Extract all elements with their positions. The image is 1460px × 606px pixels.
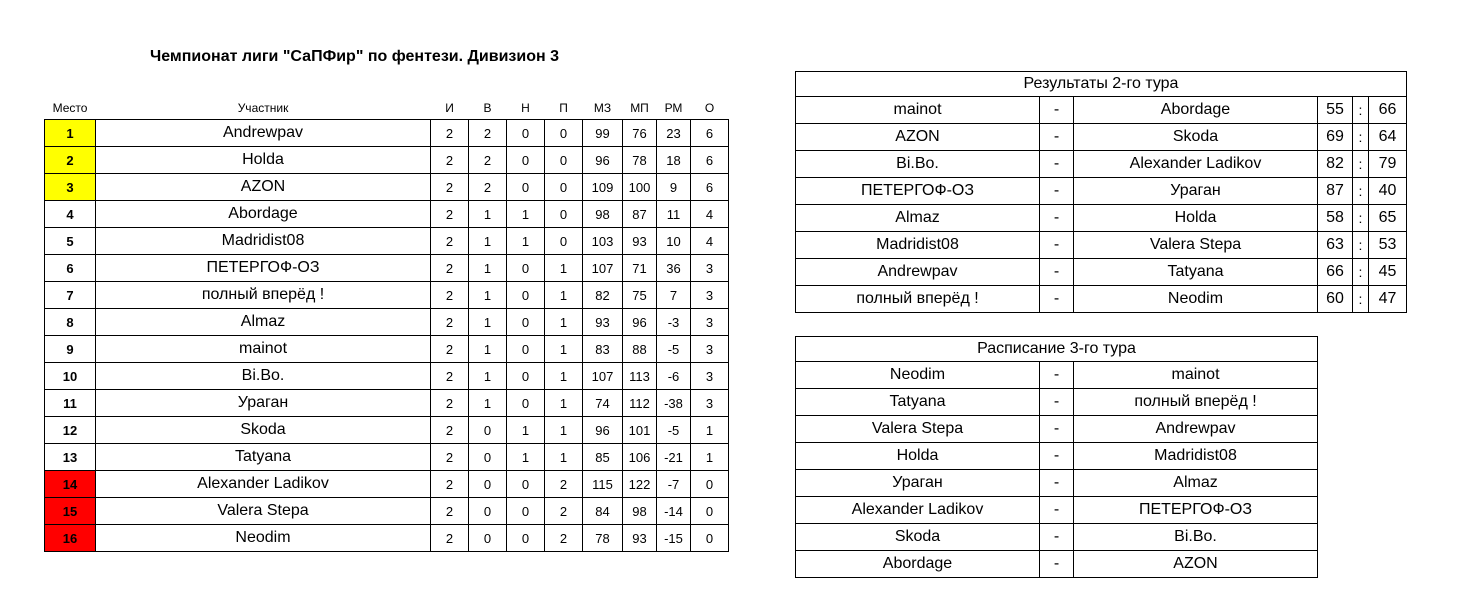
cell-points: 3 <box>691 363 729 390</box>
cell-goals-against: 75 <box>623 282 657 309</box>
cell-games: 2 <box>431 498 469 525</box>
cell-points: 6 <box>691 120 729 147</box>
table-row <box>45 228 729 255</box>
schedule-row <box>796 470 1318 497</box>
cell-games: 2 <box>431 228 469 255</box>
cell-participant: Neodim <box>96 525 431 552</box>
cell-goal-diff: -14 <box>657 498 691 525</box>
cell-wins: 0 <box>469 417 507 444</box>
cell-goal-diff: -5 <box>657 336 691 363</box>
cell-goals-against: 71 <box>623 255 657 282</box>
score-colon: : <box>1353 178 1369 205</box>
cell-place: 15 <box>45 498 96 525</box>
cell-wins: 1 <box>469 363 507 390</box>
cell-goal-diff: 18 <box>657 147 691 174</box>
cell-place: 4 <box>45 201 96 228</box>
table-row <box>45 498 729 525</box>
cell-goals-for: 78 <box>583 525 623 552</box>
schedule-table <box>795 336 1318 578</box>
result-row <box>796 124 1407 151</box>
cell-goals-for: 74 <box>583 390 623 417</box>
dash: - <box>1040 232 1074 259</box>
cell-goals-against: 88 <box>623 336 657 363</box>
cell-draws: 0 <box>507 147 545 174</box>
dash: - <box>1040 124 1074 151</box>
cell-losses: 0 <box>545 228 583 255</box>
cell-place: 10 <box>45 363 96 390</box>
dash: - <box>1040 259 1074 286</box>
cell-points: 0 <box>691 471 729 498</box>
cell-points: 3 <box>691 309 729 336</box>
cell-goal-diff: -15 <box>657 525 691 552</box>
cell-place: 14 <box>45 471 96 498</box>
cell-draws: 0 <box>507 390 545 417</box>
cell-goal-diff: 11 <box>657 201 691 228</box>
cell-draws: 1 <box>507 201 545 228</box>
cell-goals-against: 106 <box>623 444 657 471</box>
cell-goal-diff: -7 <box>657 471 691 498</box>
cell-losses: 1 <box>545 309 583 336</box>
cell-goals-against: 122 <box>623 471 657 498</box>
cell-points: 4 <box>691 228 729 255</box>
header-place: Место <box>52 101 88 115</box>
table-row <box>45 255 729 282</box>
cell-goals-against: 93 <box>623 228 657 255</box>
away-score: 45 <box>1369 259 1407 286</box>
score-colon: : <box>1353 232 1369 259</box>
home-team: Madridist08 <box>796 232 1040 259</box>
cell-goals-against: 100 <box>623 174 657 201</box>
table-row <box>45 471 729 498</box>
table-row <box>45 147 729 174</box>
cell-goals-for: 99 <box>583 120 623 147</box>
home-team: Skoda <box>796 524 1040 551</box>
cell-goals-against: 113 <box>623 363 657 390</box>
dash: - <box>1040 205 1074 232</box>
table-row <box>45 201 729 228</box>
dash: - <box>1040 470 1074 497</box>
away-score: 47 <box>1369 286 1407 313</box>
cell-games: 2 <box>431 309 469 336</box>
cell-goal-diff: -38 <box>657 390 691 417</box>
result-row <box>796 259 1407 286</box>
table-row <box>45 309 729 336</box>
away-team: Andrewpav <box>1074 416 1318 443</box>
cell-place: 12 <box>45 417 96 444</box>
home-team: mainot <box>796 97 1040 124</box>
dash: - <box>1040 443 1074 470</box>
cell-draws: 0 <box>507 336 545 363</box>
cell-draws: 0 <box>507 309 545 336</box>
cell-draws: 1 <box>507 417 545 444</box>
home-team: Ураган <box>796 470 1040 497</box>
cell-participant: Almaz <box>96 309 431 336</box>
cell-participant: Tatyana <box>96 444 431 471</box>
cell-games: 2 <box>431 444 469 471</box>
home-team: Valera Stepa <box>796 416 1040 443</box>
cell-wins: 2 <box>469 147 507 174</box>
score-colon: : <box>1353 124 1369 151</box>
cell-losses: 1 <box>545 444 583 471</box>
cell-draws: 0 <box>507 255 545 282</box>
home-team: Bi.Bo. <box>796 151 1040 178</box>
cell-place: 3 <box>45 174 96 201</box>
cell-goals-for: 82 <box>583 282 623 309</box>
dash: - <box>1040 151 1074 178</box>
home-team: Almaz <box>796 205 1040 232</box>
dash: - <box>1040 362 1074 389</box>
away-team: Valera Stepa <box>1074 232 1318 259</box>
away-team: Madridist08 <box>1074 443 1318 470</box>
away-team: Neodim <box>1074 286 1318 313</box>
home-team: Abordage <box>796 551 1040 578</box>
cell-goal-diff: -5 <box>657 417 691 444</box>
cell-losses: 1 <box>545 282 583 309</box>
table-row <box>45 390 729 417</box>
cell-participant: ПЕТЕРГОФ-ОЗ <box>96 255 431 282</box>
cell-points: 6 <box>691 174 729 201</box>
cell-points: 1 <box>691 444 729 471</box>
home-team: Alexander Ladikov <box>796 497 1040 524</box>
cell-wins: 0 <box>469 525 507 552</box>
cell-place: 6 <box>45 255 96 282</box>
cell-games: 2 <box>431 201 469 228</box>
result-row <box>796 232 1407 259</box>
dash: - <box>1040 551 1074 578</box>
away-team: ПЕТЕРГОФ-ОЗ <box>1074 497 1318 524</box>
result-row <box>796 151 1407 178</box>
home-score: 66 <box>1318 259 1353 286</box>
home-score: 60 <box>1318 286 1353 313</box>
away-team: полный вперёд ! <box>1074 389 1318 416</box>
cell-losses: 1 <box>545 336 583 363</box>
cell-goal-diff: 23 <box>657 120 691 147</box>
cell-goals-against: 93 <box>623 525 657 552</box>
cell-games: 2 <box>431 525 469 552</box>
cell-games: 2 <box>431 471 469 498</box>
schedule-row <box>796 416 1318 443</box>
standings-header-row <box>45 97 729 120</box>
cell-games: 2 <box>431 336 469 363</box>
cell-draws: 0 <box>507 174 545 201</box>
dash: - <box>1040 97 1074 124</box>
away-team: Ураган <box>1074 178 1318 205</box>
header-wins: В <box>483 101 492 115</box>
dash: - <box>1040 416 1074 443</box>
cell-goals-for: 115 <box>583 471 623 498</box>
cell-wins: 1 <box>469 228 507 255</box>
cell-losses: 2 <box>545 471 583 498</box>
cell-points: 3 <box>691 390 729 417</box>
cell-points: 0 <box>691 525 729 552</box>
cell-goal-diff: -6 <box>657 363 691 390</box>
cell-goals-for: 83 <box>583 336 623 363</box>
cell-games: 2 <box>431 282 469 309</box>
cell-games: 2 <box>431 417 469 444</box>
cell-wins: 0 <box>469 498 507 525</box>
away-score: 53 <box>1369 232 1407 259</box>
away-score: 65 <box>1369 205 1407 232</box>
cell-losses: 0 <box>545 201 583 228</box>
away-score: 64 <box>1369 124 1407 151</box>
cell-participant: Skoda <box>96 417 431 444</box>
cell-participant: Abordage <box>96 201 431 228</box>
cell-goals-for: 93 <box>583 309 623 336</box>
cell-losses: 2 <box>545 525 583 552</box>
dash: - <box>1040 524 1074 551</box>
cell-goals-for: 96 <box>583 147 623 174</box>
cell-losses: 1 <box>545 363 583 390</box>
table-row <box>45 444 729 471</box>
cell-points: 1 <box>691 417 729 444</box>
cell-goals-for: 107 <box>583 255 623 282</box>
header-goals-for: МЗ <box>593 101 612 115</box>
header-points: О <box>704 101 715 115</box>
cell-wins: 1 <box>469 282 507 309</box>
away-team: Abordage <box>1074 97 1318 124</box>
home-team: полный вперёд ! <box>796 286 1040 313</box>
header-participant: Участник <box>237 101 289 115</box>
cell-draws: 0 <box>507 282 545 309</box>
cell-wins: 2 <box>469 120 507 147</box>
cell-draws: 0 <box>507 363 545 390</box>
table-row <box>45 525 729 552</box>
cell-participant: полный вперёд ! <box>96 282 431 309</box>
cell-place: 5 <box>45 228 96 255</box>
score-colon: : <box>1353 205 1369 232</box>
cell-draws: 0 <box>507 471 545 498</box>
cell-goal-diff: 10 <box>657 228 691 255</box>
dash: - <box>1040 286 1074 313</box>
away-team: Holda <box>1074 205 1318 232</box>
cell-losses: 1 <box>545 417 583 444</box>
header-losses: П <box>559 101 568 115</box>
result-row <box>796 178 1407 205</box>
cell-wins: 1 <box>469 309 507 336</box>
cell-goals-against: 101 <box>623 417 657 444</box>
away-team: Skoda <box>1074 124 1318 151</box>
cell-goals-for: 103 <box>583 228 623 255</box>
cell-points: 0 <box>691 498 729 525</box>
cell-participant: Bi.Bo. <box>96 363 431 390</box>
header-draws: Н <box>521 101 530 115</box>
header-goals-against: МП <box>630 101 649 115</box>
cell-participant: AZON <box>96 174 431 201</box>
cell-points: 3 <box>691 255 729 282</box>
result-row <box>796 205 1407 232</box>
cell-place: 16 <box>45 525 96 552</box>
cell-draws: 1 <box>507 228 545 255</box>
cell-goals-for: 85 <box>583 444 623 471</box>
away-score: 66 <box>1369 97 1407 124</box>
cell-place: 13 <box>45 444 96 471</box>
cell-goals-against: 96 <box>623 309 657 336</box>
table-row <box>45 336 729 363</box>
home-score: 58 <box>1318 205 1353 232</box>
home-team: Tatyana <box>796 389 1040 416</box>
dash: - <box>1040 389 1074 416</box>
page-title: Чемпионат лиги "СаПФир" по фентези. Дивизион 3 <box>150 48 559 65</box>
schedule-row <box>796 389 1318 416</box>
cell-games: 2 <box>431 363 469 390</box>
cell-losses: 0 <box>545 147 583 174</box>
result-row <box>796 286 1407 313</box>
cell-losses: 0 <box>545 174 583 201</box>
cell-games: 2 <box>431 120 469 147</box>
dash: - <box>1040 178 1074 205</box>
cell-games: 2 <box>431 147 469 174</box>
home-team: AZON <box>796 124 1040 151</box>
cell-games: 2 <box>431 174 469 201</box>
home-score: 69 <box>1318 124 1353 151</box>
cell-place: 11 <box>45 390 96 417</box>
cell-wins: 0 <box>469 471 507 498</box>
cell-goals-for: 107 <box>583 363 623 390</box>
home-team: ПЕТЕРГОФ-ОЗ <box>796 178 1040 205</box>
dash: - <box>1040 497 1074 524</box>
cell-goal-diff: 7 <box>657 282 691 309</box>
cell-place: 1 <box>45 120 96 147</box>
cell-goal-diff: 9 <box>657 174 691 201</box>
cell-draws: 0 <box>507 525 545 552</box>
cell-goals-against: 78 <box>623 147 657 174</box>
away-team: mainot <box>1074 362 1318 389</box>
score-colon: : <box>1353 151 1369 178</box>
cell-wins: 1 <box>469 255 507 282</box>
table-row <box>45 363 729 390</box>
cell-place: 2 <box>45 147 96 174</box>
table-row <box>45 174 729 201</box>
table-row <box>45 282 729 309</box>
cell-wins: 2 <box>469 174 507 201</box>
score-colon: : <box>1353 286 1369 313</box>
cell-draws: 0 <box>507 498 545 525</box>
results-table <box>795 71 1407 313</box>
cell-goals-against: 76 <box>623 120 657 147</box>
away-team: AZON <box>1074 551 1318 578</box>
header-games: И <box>445 101 454 115</box>
cell-draws: 1 <box>507 444 545 471</box>
home-score: 55 <box>1318 97 1353 124</box>
cell-participant: Alexander Ladikov <box>96 471 431 498</box>
schedule-row <box>796 524 1318 551</box>
schedule-row <box>796 443 1318 470</box>
home-score: 82 <box>1318 151 1353 178</box>
cell-goal-diff: -21 <box>657 444 691 471</box>
home-team: Holda <box>796 443 1040 470</box>
cell-goals-for: 109 <box>583 174 623 201</box>
cell-place: 9 <box>45 336 96 363</box>
standings-table <box>44 97 729 552</box>
cell-goals-against: 112 <box>623 390 657 417</box>
cell-goals-for: 98 <box>583 201 623 228</box>
score-colon: : <box>1353 259 1369 286</box>
cell-participant: Holda <box>96 147 431 174</box>
cell-participant: Andrewpav <box>96 120 431 147</box>
results-title: Результаты 2-го тура <box>796 72 1407 97</box>
away-team: Bi.Bo. <box>1074 524 1318 551</box>
away-team: Tatyana <box>1074 259 1318 286</box>
cell-participant: Valera Stepa <box>96 498 431 525</box>
schedule-title: Расписание 3-го тура <box>796 337 1318 362</box>
home-team: Andrewpav <box>796 259 1040 286</box>
cell-goal-diff: 36 <box>657 255 691 282</box>
cell-games: 2 <box>431 390 469 417</box>
cell-losses: 0 <box>545 120 583 147</box>
cell-goals-for: 96 <box>583 417 623 444</box>
table-row <box>45 417 729 444</box>
cell-points: 4 <box>691 201 729 228</box>
cell-wins: 0 <box>469 444 507 471</box>
away-team: Almaz <box>1074 470 1318 497</box>
cell-place: 7 <box>45 282 96 309</box>
cell-participant: Ураган <box>96 390 431 417</box>
cell-points: 3 <box>691 282 729 309</box>
cell-goals-against: 98 <box>623 498 657 525</box>
score-colon: : <box>1353 97 1369 124</box>
cell-wins: 1 <box>469 336 507 363</box>
table-row <box>45 120 729 147</box>
cell-points: 6 <box>691 147 729 174</box>
home-team: Neodim <box>796 362 1040 389</box>
cell-wins: 1 <box>469 201 507 228</box>
cell-goals-against: 87 <box>623 201 657 228</box>
header-goal-diff: РМ <box>664 101 683 115</box>
home-score: 63 <box>1318 232 1353 259</box>
cell-losses: 1 <box>545 390 583 417</box>
cell-participant: mainot <box>96 336 431 363</box>
cell-games: 2 <box>431 255 469 282</box>
cell-losses: 2 <box>545 498 583 525</box>
cell-goal-diff: -3 <box>657 309 691 336</box>
cell-place: 8 <box>45 309 96 336</box>
home-score: 87 <box>1318 178 1353 205</box>
schedule-row <box>796 497 1318 524</box>
cell-draws: 0 <box>507 120 545 147</box>
away-score: 79 <box>1369 151 1407 178</box>
cell-losses: 1 <box>545 255 583 282</box>
cell-participant: Madridist08 <box>96 228 431 255</box>
result-row <box>796 97 1407 124</box>
cell-goals-for: 84 <box>583 498 623 525</box>
away-team: Alexander Ladikov <box>1074 151 1318 178</box>
schedule-row <box>796 362 1318 389</box>
cell-wins: 1 <box>469 390 507 417</box>
away-score: 40 <box>1369 178 1407 205</box>
schedule-row <box>796 551 1318 578</box>
cell-points: 3 <box>691 336 729 363</box>
